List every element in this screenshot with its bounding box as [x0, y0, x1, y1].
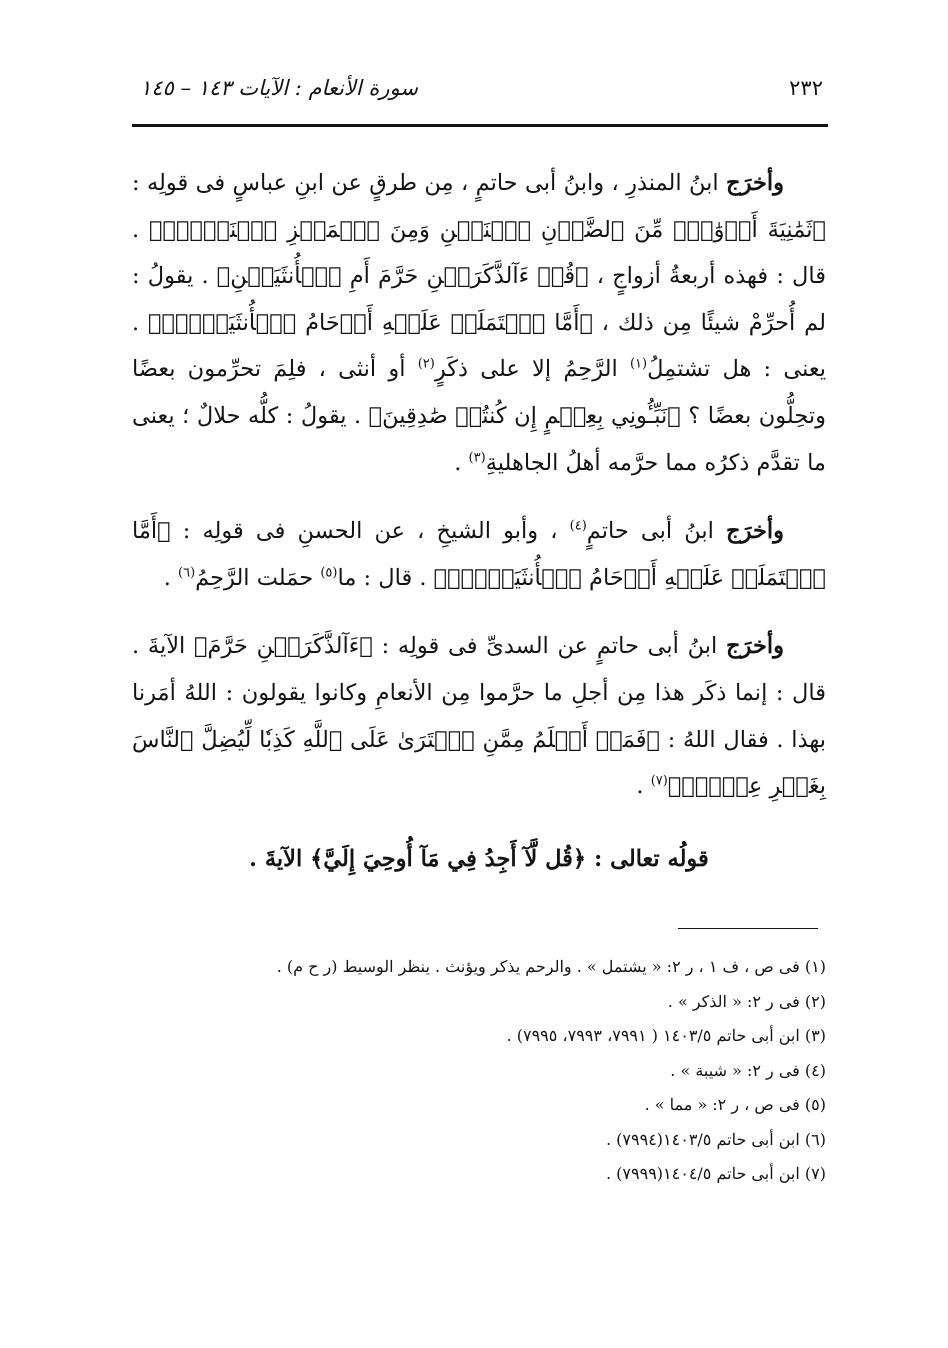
main-text — [132, 160, 826, 904]
footnote-marker: (١) — [629, 356, 648, 372]
heading-text: ﴿قُل لَّآ أَجِدُ فِي مَآ أُوحِيَ إِلَيَّ﴾ الآيةَ . — [249, 845, 587, 872]
footnote-marker: (٢) — [417, 356, 435, 372]
paragraph-2 — [132, 508, 826, 601]
footnote: (٢) فى ر ٢: « الذكر » . — [667, 991, 826, 1011]
footnotes-rule — [678, 928, 818, 929]
heading-lead: قولُه تعالى : — [593, 845, 709, 872]
page-number: ٢٣٢ — [789, 76, 823, 100]
footnote: (٦) ابن أبى حاتم ١٤٠٣/٥(٧٩٩٤) . — [605, 1129, 826, 1149]
paragraph-lead: وأخرَج — [726, 170, 785, 196]
paragraph-end: . — [163, 564, 179, 591]
paragraph-text: حمَلت الرَّحِمُ — [195, 564, 314, 591]
paragraph-lead: وأخرَج — [726, 633, 784, 660]
footnote: (٣) ابن أبى حاتم ١٤٠٣/٥ ( ٧٩٩١، ٧٩٩٣، ٧٩٩٥) . — [506, 1026, 826, 1045]
footnote-marker: (٦) — [178, 565, 196, 581]
paragraph-3 — [132, 623, 826, 809]
footnote-marker: (٧) — [650, 773, 668, 789]
footnote-marker: (٥) — [320, 565, 338, 581]
footnote: (١) فى ص ، ف ١ ، ر ٢: « يشتمل » . والرحم يذكر ويؤنث . ينظر الوسيط (ر ح م) . — [276, 957, 826, 976]
paragraph-text: ابنُ أبى حاتمٍ — [586, 518, 714, 545]
footnote: (٧) ابن أبى حاتم ١٤٠٤/٥(٧٩٩٩) . — [605, 1164, 826, 1183]
paragraph-end: . — [454, 449, 469, 476]
paragraph-1 — [132, 160, 826, 486]
paragraph-text: الرَّحِمُ إلا على ذكَرٍ — [434, 356, 618, 383]
footnote-marker: (٣) — [468, 450, 486, 466]
paragraph-end: . — [636, 773, 651, 800]
page-header — [140, 70, 823, 106]
paragraph-text: أو أنثى ، فلِمَ تحرِّمون بعضًا وتحِلُّون بعضًا ؟ ﴿نَبِّـُٔونِي بِعِلۡمٍ إِن كُنتُمۡ صَٰدِقِينَ﴾ . يقولُ : كلُّه حلالٌ ؛ يعنى ما تقدَّم ذكرُه مما حرَّمه أهلُ الجاهليةِ — [132, 356, 826, 476]
paragraph-text: ابنُ أبى حاتمٍ عن السدىِّ فى قولِه : ﴿ءَآلذَّكَرَيۡنِ حَرَّمَ﴾ الآيةَ . قال : إنما ذكَر هذا مِن أجلِ ما حرَّموا مِن الأنعامِ وكانوا يقولون : اللهُ أمَرنا بهذا . فقال اللهُ : ﴿فَمَنۡ أَظۡلَمُ مِمَّنِ ٱفۡتَرَىٰ عَلَى ٱللَّهِ كَذِبٗا لِّيُضِلَّ ٱلنَّاسَ بِغَيۡرِ عِلۡمٍۚ﴾ — [132, 633, 826, 800]
header-rule — [132, 124, 828, 127]
footnote: (٥) فى ص ، ر ٢: « مما » . — [644, 1095, 826, 1114]
paragraph-text: ابنُ المنذرِ ، وابنُ أبى حاتمٍ ، مِن طرقٍ عن ابنِ عباسٍ فى قولِه : ﴿ثَمَٰنِيَةَ أَزۡوَٰجٖۖ مِّنَ ٱلضَّأۡنِ ٱثۡنَيۡنِ وَمِنَ ٱلۡمَعۡزِ ٱثۡنَيۡنِۗ﴾ . قال : فهذه أربعةُ أزواجٍ ، ﴿قُلۡ ءَآلذَّكَرَيۡنِ حَرَّمَ أَمِ ٱلۡأُنثَيَيۡنِ﴾ . يقولُ : لم أُحرِّمْ شيئًا مِن ذلك ، ﴿أَمَّا ٱشۡتَمَلَتۡ عَلَيۡهِ أَرۡحَامُ ٱلۡأُنثَيَيۡنِۖ﴾ . يعنى : هل تشتمِلُ — [132, 170, 826, 383]
running-title: سورة الأنعام : الآيات ١٤٣ – ١٤٥ — [140, 76, 418, 100]
footnote-marker: (٤) — [569, 518, 587, 534]
footnotes — [132, 950, 826, 1192]
paragraph-text: ، وأبو الشيخِ ، عن الحسنِ فى قولِه : ﴿أَمَّا ٱشۡتَمَلَتۡ عَلَيۡهِ أَرۡحَامُ ٱلۡأُنثَيَيۡنِۖ﴾ . قال : ما — [132, 518, 826, 591]
section-heading — [132, 836, 826, 883]
paragraph-lead: وأخرَج — [726, 518, 785, 545]
footnote: (٤) فى ر ٢: « شيبة » . — [670, 1060, 826, 1080]
